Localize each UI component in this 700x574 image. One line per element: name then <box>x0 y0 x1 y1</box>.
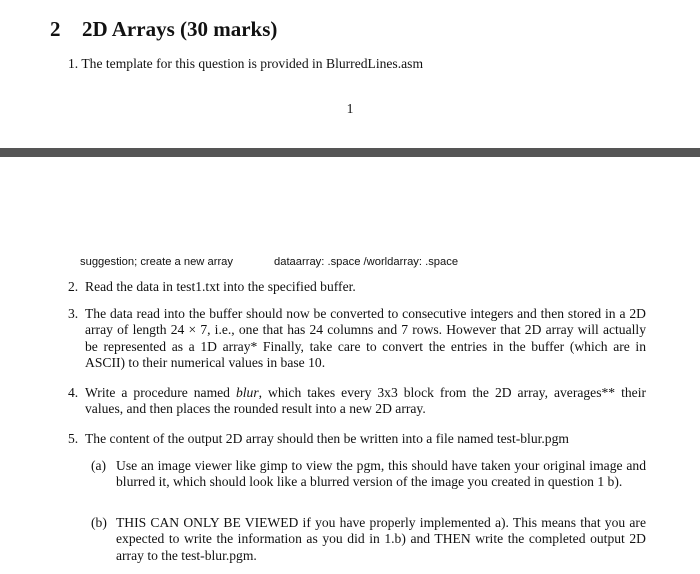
list-item-1-text: The template for this question is provided in BlurredLines.asm <box>81 56 424 71</box>
list-item-4-text-after: , which takes every 3x3 block from the 2D array, averages** their values, and then places the rounded result into a new 2D array. <box>85 385 647 417</box>
section-title: 2D Arrays (30 marks) <box>82 17 278 41</box>
list-item-2-marker: 2. <box>68 279 79 294</box>
sub-item-b-text: THIS CAN ONLY BE VIEWED if you have properly implemented a). This means that you are expected to write the information as you did in 1.b) and THEN write the completed output 2D array to the test-blur.pgm. <box>116 515 646 563</box>
section-heading <box>50 17 277 42</box>
list-item-4-marker: 4. <box>68 385 79 400</box>
suggestion-note: suggestion; create a new array <box>80 256 233 268</box>
list-item-1 <box>68 56 423 72</box>
page-number: 1 <box>346 101 354 116</box>
sub-item-a-text: Use an image viewer like gimp to view the pgm, this should have taken your original image and blurred it, which should look like a blurred version of the image you created in question 1 b). <box>116 458 646 490</box>
section-number: 2 <box>50 17 61 41</box>
list-item-2 <box>68 279 646 295</box>
list-item-2-text: Read the data in test1.txt into the specified buffer. <box>85 279 356 294</box>
page-divider <box>0 148 700 157</box>
sub-item-b-marker: (b) <box>91 515 107 530</box>
list-item-3-marker: 3. <box>68 306 79 321</box>
list-item-1-marker: 1. <box>68 56 79 71</box>
list-item-5-marker: 5. <box>68 431 79 446</box>
list-item-5-text: The content of the output 2D array should then be written into a file named test-blur.pgm <box>85 431 569 446</box>
code-note: dataarray: .space /worldarray: .space <box>274 256 459 268</box>
list-item-4-text <box>85 385 646 418</box>
sub-item-b <box>91 515 646 564</box>
sub-item-a-marker: (a) <box>91 458 107 473</box>
sub-item-a <box>91 458 646 491</box>
list-item-5 <box>68 431 646 447</box>
list-item-3 <box>68 306 646 372</box>
procedure-name: blur <box>235 385 259 400</box>
list-item-4 <box>68 385 646 418</box>
list-item-3-text: The data read into the buffer should now be converted to consecutive integers and then stored in a 2D array of length 24 × 7, i.e., one that has 24 columns and 7 rows. However that 2D array will actually be represented as a 1D array* Finally, take care to convert the entries in the buffer (which are in ASCII) to their numerical values in base 10. <box>85 306 646 371</box>
list-item-4-text-before: Write a procedure named <box>85 385 236 400</box>
